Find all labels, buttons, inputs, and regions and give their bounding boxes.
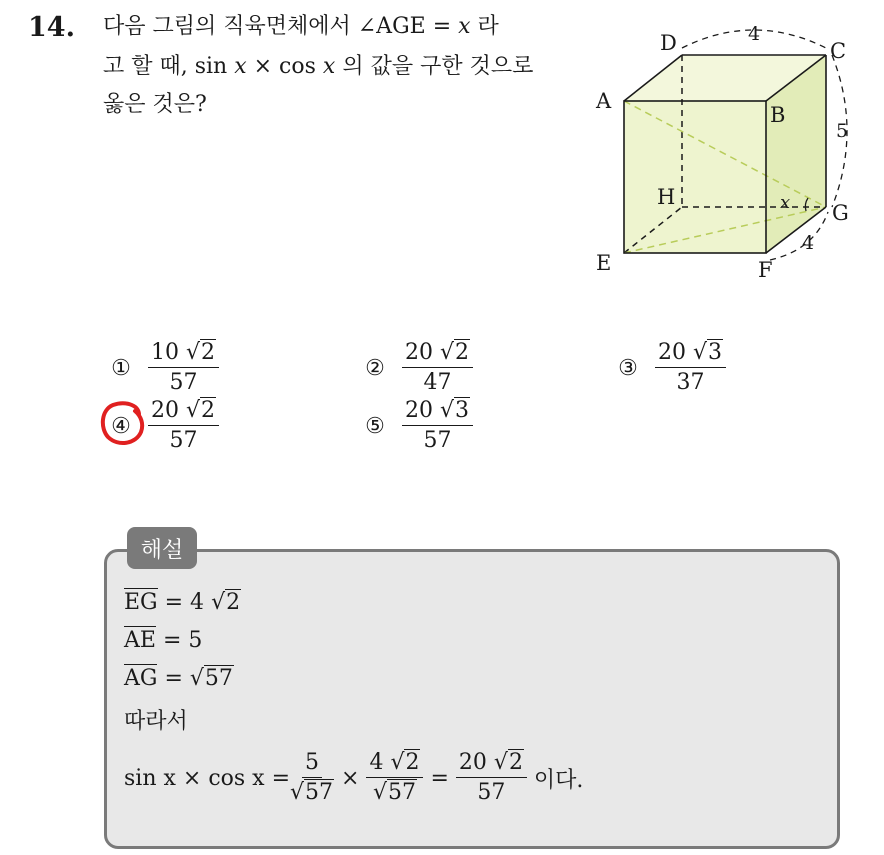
label-c: C bbox=[830, 39, 847, 63]
fraction-3: $\frac{20 √2}{57}$ bbox=[456, 750, 527, 806]
fraction-2: $\frac{4 √2}{√57}$ bbox=[366, 750, 423, 806]
label-b: B bbox=[770, 103, 786, 127]
question-line-2: 고 할 때, sin x × cos x 의 값을 구한 것으로 bbox=[103, 54, 534, 79]
choice-fraction: $\frac{20 √2}{47}$ bbox=[402, 340, 473, 396]
cuboid-figure bbox=[0, 0, 884, 300]
solution-ae: AE = 5 bbox=[124, 628, 203, 653]
dim-label-bottom: 4 bbox=[802, 232, 815, 254]
solution-therefore: 따라서 bbox=[124, 709, 188, 734]
choice-fraction: $\frac{20 √3}{57}$ bbox=[402, 398, 473, 454]
label-g: G bbox=[832, 201, 849, 225]
choice-5[interactable] bbox=[362, 398, 473, 454]
choice-marker: ④ bbox=[111, 413, 131, 439]
choice-fraction: $\frac{20 √2}{57}$ bbox=[148, 398, 219, 454]
fraction-1: $\frac{5}{√57}$ bbox=[290, 750, 334, 805]
choice-marker: ③ bbox=[618, 355, 638, 381]
choice-2[interactable] bbox=[362, 340, 473, 396]
choice-fraction: $\frac{20 √3}{37}$ bbox=[655, 340, 726, 396]
choice-3[interactable] bbox=[615, 340, 726, 396]
dim-label-right: 5 bbox=[836, 120, 849, 142]
choice-fraction: $\frac{10 √2}{57}$ bbox=[148, 340, 219, 396]
question-line-1: 다음 그림의 직육면체에서 ∠AGE = x 라 bbox=[103, 14, 499, 39]
choice-4[interactable] bbox=[108, 398, 219, 454]
choice-marker: ① bbox=[111, 355, 131, 381]
question-line-3: 옳은 것은? bbox=[103, 92, 207, 117]
solution-ag: AG = √57 bbox=[124, 666, 233, 691]
cuboid-front-face bbox=[624, 101, 766, 253]
choice-marker: ② bbox=[365, 355, 385, 381]
label-d: D bbox=[660, 31, 677, 55]
question-number: 14. bbox=[28, 12, 75, 43]
label-a: A bbox=[596, 89, 612, 113]
choice-marker: ⑤ bbox=[365, 413, 385, 439]
label-e: E bbox=[596, 251, 612, 275]
choice-1[interactable] bbox=[108, 340, 219, 396]
solution-eg: EG = 4 √2 bbox=[124, 590, 241, 615]
solution-badge: 해설 bbox=[127, 527, 197, 569]
label-h: H bbox=[657, 185, 676, 209]
label-f: F bbox=[758, 258, 773, 282]
dim-label-top: 4 bbox=[748, 23, 761, 45]
angle-label: x bbox=[780, 192, 791, 213]
solution-final-equation: sin x × cos x = $\frac{5}{√57}$ × $\frac{4 √2}{√57}$ = $\frac{20 √2}{57}$ 이다. bbox=[124, 750, 584, 805]
